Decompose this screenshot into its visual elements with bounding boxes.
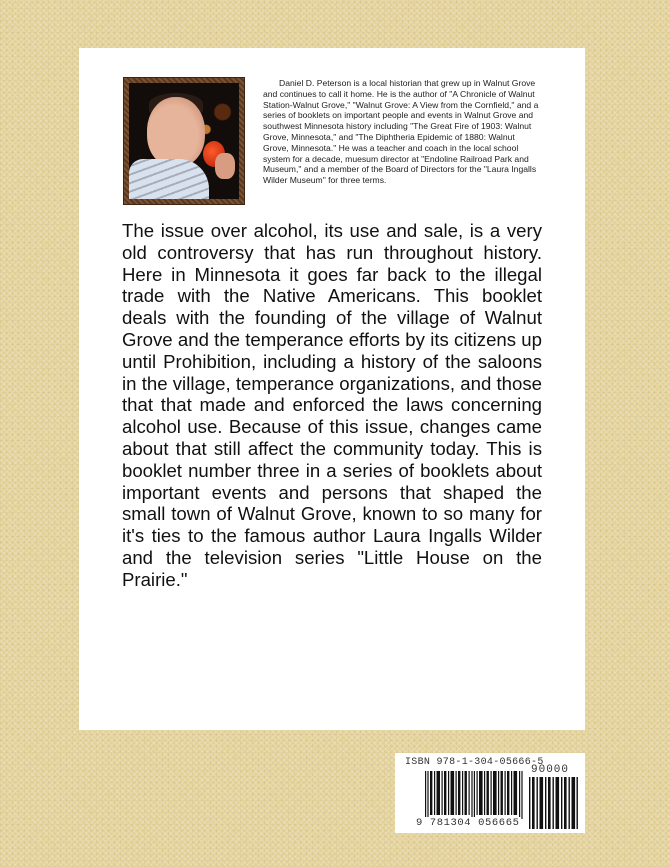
isbn-label: ISBN 978-1-304-05666-5 bbox=[405, 757, 544, 768]
author-bio: Daniel D. Peterson is a local historian that grew up in Walnut Grove and continues to call it home. He is the author of "A Chronicle of Walnut Station-Walnut Grove," "Walnut Grove: A View from the Cornfield," and a series of booklets on important people and events in Walnut Grove and southwest Minnesota history including "The Great Fire of 1903: Walnut Grove, Minnesota," and "The Diphtheria Epidemic of 1880: Walnut Grove, Minnesota." He was a teacher and coach in the local school system for a decade, muesum director at "Endoline Railroad Park and Museum," and a member of the Board of Directors for the "Laura Ingalls Wilder Museum" for three terms. bbox=[263, 78, 539, 186]
author-photo-frame bbox=[123, 77, 245, 205]
photo-face bbox=[147, 97, 205, 167]
ean13-digits: 9 781304 056665 bbox=[416, 817, 520, 829]
isbn-barcode-block bbox=[395, 753, 585, 833]
back-cover-panel bbox=[79, 48, 585, 730]
ean13-barcode-icon bbox=[425, 771, 523, 819]
price-addon-barcode-icon bbox=[529, 777, 579, 829]
photo-hand bbox=[215, 153, 235, 179]
author-portrait-photo-icon bbox=[129, 83, 239, 199]
photo-shirt bbox=[129, 159, 209, 199]
price-addon-code: 90000 bbox=[531, 764, 570, 776]
book-description: The issue over alcohol, its use and sale, is a very old controversy that has run throughout history. Here in Minnesota it goes far back to the illegal trade with the Native Americans. This booklet deals with the founding of the village of Walnut Grove and the temperance efforts by its citizens up until Prohibition, including a history of the saloons in the village, temperance organizations, and those that that made and enforced the laws concerning alcohol use. Because of this issue, changes came about that still affect the community today. This is booklet number three in a series of booklets about important events and persons that shaped the small town of Walnut Grove, known to so many for it's ties to the famous author Laura Ingalls Wilder and the television series "Little House on the Prairie." bbox=[122, 220, 542, 590]
